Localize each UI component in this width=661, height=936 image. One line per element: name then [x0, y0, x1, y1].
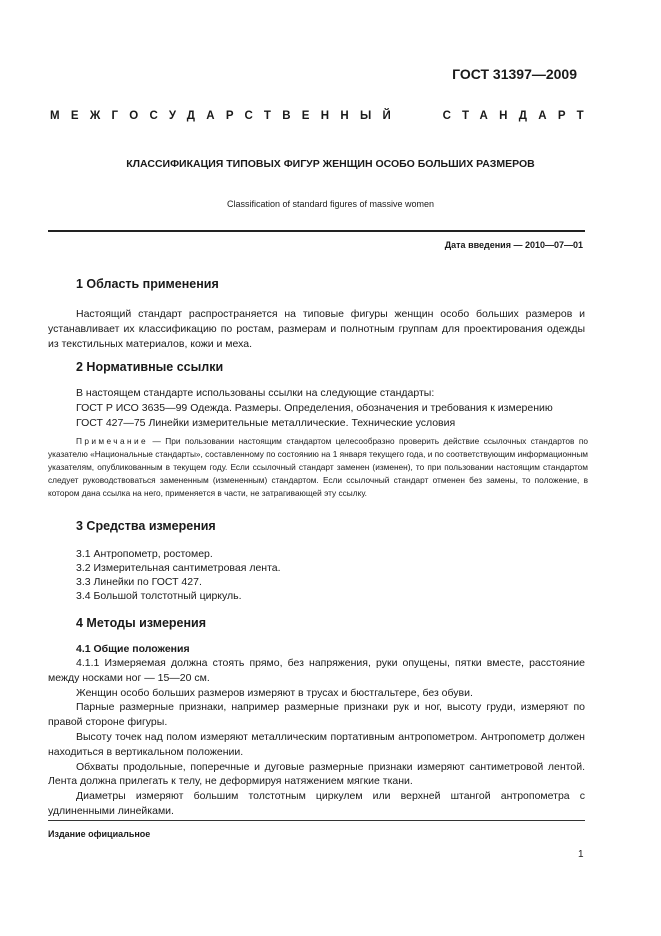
normative-reference-2: ГОСТ 427—75 Линейки измерительные металлические. Технические условия — [76, 417, 456, 429]
list-item: 3.3 Линейки по ГОСТ 427. — [76, 576, 202, 588]
note-text: — При пользовании настоящим стандартом целесообразно проверить действие ссылочных стандартов по указателю «Национальные стандарты», составленному по состоянию на 1 января текущего года, и по соответствующим информационным указателям, опубликованным в текущем году. Если ссылочный стандарт заменен (изменен), то при пользовании настоящим стандартом следует руководствоваться замененным (измененным) стандартом. Если ссылочный стандарт отменен без замены, то положение, в котором дана ссылка на него, применяется в части, не затрагивающей эту ссылку. — [48, 436, 588, 498]
note-paragraph — [48, 435, 588, 500]
list-item: 3.1 Антропометр, ростомер. — [76, 548, 213, 560]
document-title: КЛАССИФИКАЦИЯ ТИПОВЫХ ФИГУР ЖЕНЩИН ОСОБО БОЛЬШИХ РАЗМЕРОВ — [126, 158, 535, 170]
paragraph: Высоту точек над полом измеряют металлическим портативным антропометром. Антропометр должен находиться в вертикальном положении. — [48, 730, 585, 758]
paragraph: 4.1.1 Измеряемая должна стоять прямо, без напряжения, руки опущены, пятки вместе, расстояние между носками ног — 15—20 см. — [48, 657, 585, 684]
introduction-date: Дата введения — 2010—07—01 — [444, 240, 583, 250]
note-label: Примечание — [76, 436, 149, 446]
standard-word: СТАНДАРТ — [442, 110, 595, 122]
paragraph: Диаметры измеряют большим толстотным циркулем или верхней штангой антропометра с удлиненными линейками. — [48, 790, 585, 817]
paragraph: Парные размерные признаки, например размерные признаки рук и ног, высоту груди, измеряют по правой стороне фигуры. — [48, 701, 585, 729]
normative-reference-1: ГОСТ Р ИСО 3635—99 Одежда. Размеры. Определения, обозначения и требования к измерению — [76, 402, 553, 414]
document-title-english: Classification of standard figures of massive women — [226, 199, 435, 209]
footer-divider — [48, 820, 585, 821]
section-2-intro: В настоящем стандарте использованы ссылки на следующие стандарты: — [76, 387, 435, 399]
list-item: 3.4 Большой толстотный циркуль. — [76, 590, 242, 602]
interstate-standard-banner — [50, 110, 595, 122]
interstate-word: МЕЖГОСУДАРСТВЕННЫЙ — [50, 110, 403, 122]
subsection-4-1-title: 4.1 Общие положения — [76, 643, 190, 655]
section-4-body — [48, 656, 585, 819]
standard-number: ГОСТ 31397—2009 — [452, 66, 577, 82]
paragraph: Обхваты продольные, поперечные и дуговые размерные признаки измеряют сантиметровой лентой. Лента должна прилегать к телу, не деформируя натяжением мягкие ткани. — [48, 760, 585, 788]
paragraph: Женщин особо больших размеров измеряют в трусах и бюстгальтере, без обуви. — [76, 686, 473, 699]
section-1-text: Настоящий стандарт распространяется на типовые фигуры женщин особо больших размеров и устанавливает их классификацию по ростам, размерам и полнотным группам для проектирования одежды из текстильных материалов, кожи и меха. — [48, 308, 585, 350]
title-divider — [48, 230, 585, 232]
section-3-title: 3 Средства измерения — [76, 519, 216, 533]
section-4-title: 4 Методы измерения — [76, 616, 207, 630]
list-item: 3.2 Измерительная сантиметровая лента. — [76, 562, 281, 574]
section-1-title: 1 Область применения — [76, 277, 219, 291]
edition-label: Издание официальное — [48, 829, 151, 839]
page-number: 1 — [578, 849, 584, 860]
section-2-title: 2 Нормативные ссылки — [76, 360, 224, 374]
